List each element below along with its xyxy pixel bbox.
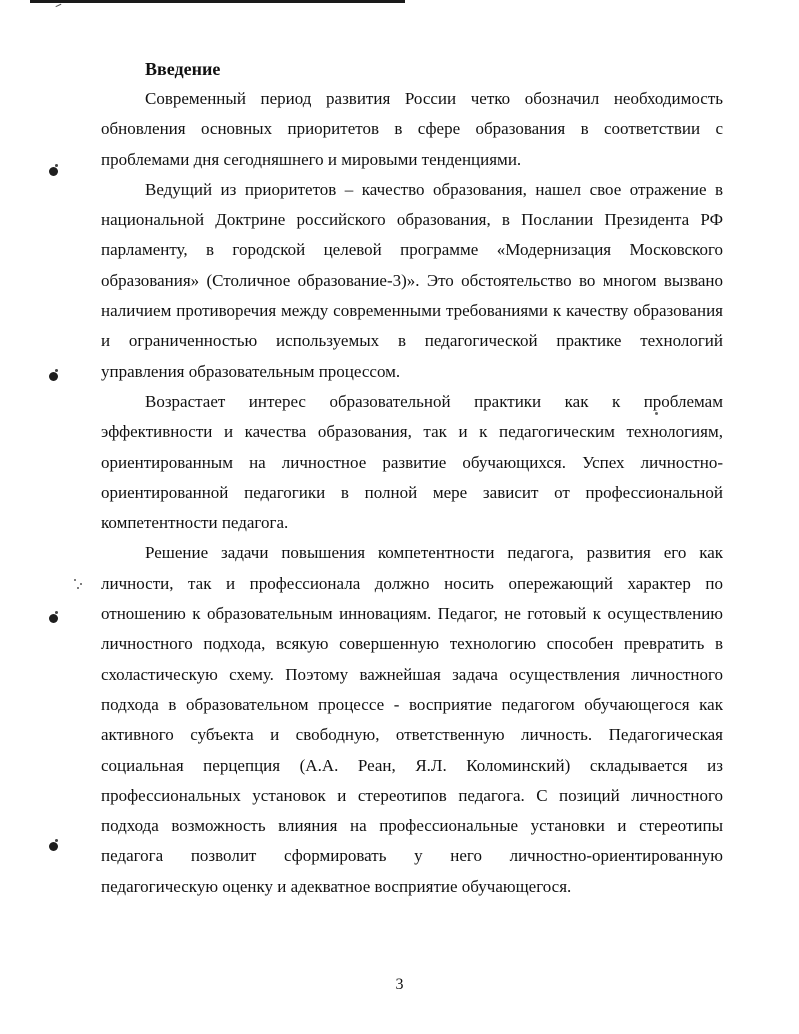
binder-hole-mark — [49, 167, 58, 176]
scan-artifact-mark — [55, 2, 62, 7]
scan-speck — [80, 583, 82, 585]
paragraph: Ведущий из приоритетов – качество образования, нашел свое отражение в национальной Доктрине российского образования, в Послании Президента РФ парламенту, в городской целевой программе «Модернизация Московского образования» (Столичное образование-3)». Это обстоятельство во многом вызвано наличием противоречия между современными требованиями к качеству образования и ограниченностью используемых в педагогической практике технологий управления образовательным процессом. — [101, 179, 723, 381]
paragraph: Возрастает интерес образовательной практики как к проблемам эффективности и качества образования, так и к педагогическим технологиям, ориентированным на личностное развитие обучающихся. Успех личностно-ориентированной педагогики в полной мере зависит от профессиональной компетентности педагога. — [101, 391, 723, 533]
document-page — [101, 54, 723, 902]
paragraph: Решение задачи повышения компетентности педагога, развития его как личности, так и профессионала должно носить опережающий характер по отношению к образовательным инновациям. Педагог, не готовый к осуществлению личностного подхода, всякую совершенную технологию способен превратить в схоластическую схему. Поэтому важнейшая задача осуществления личностного подхода в образовательном процессе - восприятие педагогом обучающегося как активного субъекта и свободную, ответственную личность. Педагогическая социальная перцепция (А.А. Реан, Я.Л. Коломинский) складывается из профессиональных установок и стереотипов педагога. С позиций личностного подхода возможность влияния на профессиональные установки и стереотипы педагога позволит сформировать у него личностно-ориентированную педагогическую оценку и адекватное восприятие обучающегося. — [101, 543, 723, 896]
binder-hole-mark — [49, 372, 58, 381]
paragraph: Современный период развития России четко обозначил необходимость обновления основных приоритетов в сфере образования в соответствии с проблемами дня сегодняшнего и мировыми тенденциями. — [101, 89, 723, 169]
scan-speck — [77, 587, 79, 589]
binder-hole-mark — [49, 842, 58, 851]
page-number: 3 — [395, 976, 404, 993]
binder-hole-mark — [49, 614, 58, 623]
scan-top-border — [30, 0, 405, 3]
section-heading: Введение — [145, 59, 221, 79]
scan-speck — [74, 579, 76, 581]
